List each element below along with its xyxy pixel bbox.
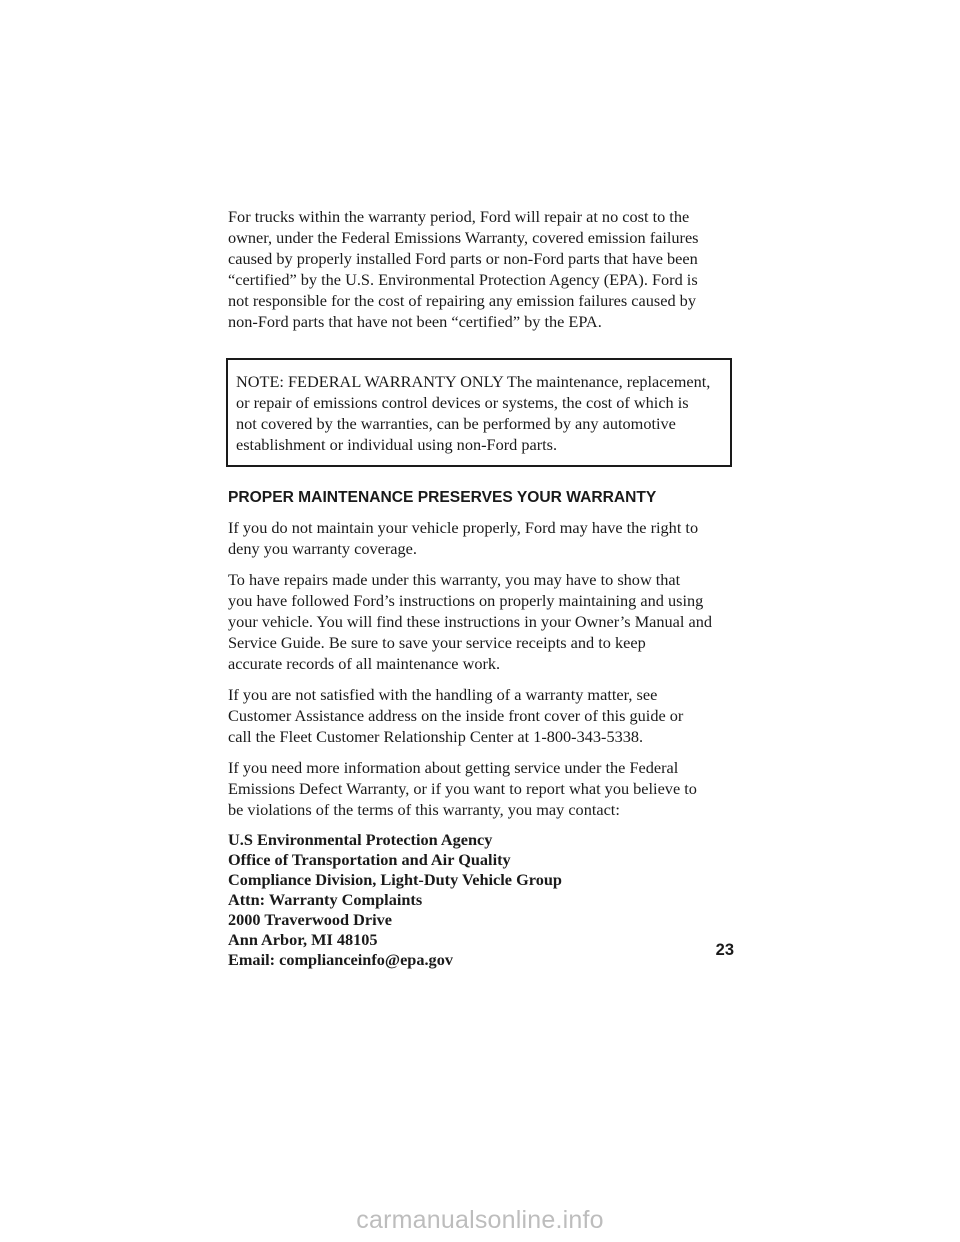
epa-contact-address — [228, 830, 740, 970]
text-line: accurate records of all maintenance work. — [228, 654, 501, 673]
text-line: your vehicle. You will find these instructions in your Owner’s Manual and — [228, 612, 713, 631]
text-line: deny you warranty coverage. — [228, 539, 417, 558]
address-email-line: Email: complianceinfo@epa.gov — [228, 950, 453, 969]
address-line: Attn: Warranty Complaints — [228, 890, 423, 909]
text-line: not covered by the warranties, can be performed by any automotive — [236, 414, 676, 433]
section-heading: PROPER MAINTENANCE PRESERVES YOUR WARRANTY — [228, 489, 657, 506]
paragraph-more-information — [228, 757, 740, 820]
text-line: NOTE: FEDERAL WARRANTY ONLY The maintenance, replacement, — [236, 372, 711, 391]
address-line: Ann Arbor, MI 48105 — [228, 930, 378, 949]
text-line: If you are not satisfied with the handling of a warranty matter, see — [228, 685, 658, 704]
address-line: U.S Environmental Protection Agency — [228, 830, 493, 849]
text-line: “certified” by the U.S. Environmental Protection Agency (EPA). Ford is — [228, 270, 698, 289]
text-line: Service Guide. Be sure to save your service receipts and to keep — [228, 633, 646, 652]
text-line: caused by properly installed Ford parts or non-Ford parts that have been — [228, 249, 698, 268]
page-number: 23 — [715, 941, 734, 959]
text-line: If you do not maintain your vehicle properly, Ford may have the right to — [228, 518, 699, 537]
address-line: Compliance Division, Light-Duty Vehicle Group — [228, 870, 562, 889]
text-line: not responsible for the cost of repairing any emission failures caused by — [228, 291, 696, 310]
intro-paragraph — [228, 206, 740, 332]
text-line: Customer Assistance address on the inside front cover of this guide or — [228, 706, 684, 725]
page-content — [228, 206, 740, 970]
paragraph-maintenance — [228, 517, 740, 559]
text-line: owner, under the Federal Emissions Warranty, covered emission failures — [228, 228, 699, 247]
paragraph-customer-assistance — [228, 684, 740, 747]
text-line: call the Fleet Customer Relationship Center at 1-800-343-5338. — [228, 727, 644, 746]
address-line: Office of Transportation and Air Quality — [228, 850, 511, 869]
paragraph-repairs — [228, 569, 740, 674]
federal-warranty-note-box — [226, 358, 732, 467]
text-line: For trucks within the warranty period, Ford will repair at no cost to the — [228, 207, 690, 226]
text-line: To have repairs made under this warranty, you may have to show that — [228, 570, 681, 589]
text-line: establishment or individual using non-Ford parts. — [236, 435, 558, 454]
text-line: or repair of emissions control devices or systems, the cost of which is — [236, 393, 689, 412]
address-line: 2000 Traverwood Drive — [228, 910, 392, 929]
text-line: be violations of the terms of this warranty, you may contact: — [228, 800, 620, 819]
text-line: non-Ford parts that have not been “certified” by the EPA. — [228, 312, 602, 331]
site-watermark: carmanualsonline.info — [356, 1206, 604, 1234]
text-line: If you need more information about getting service under the Federal — [228, 758, 679, 777]
text-line: Emissions Defect Warranty, or if you want to report what you believe to — [228, 779, 697, 798]
text-line: you have followed Ford’s instructions on properly maintaining and using — [228, 591, 704, 610]
